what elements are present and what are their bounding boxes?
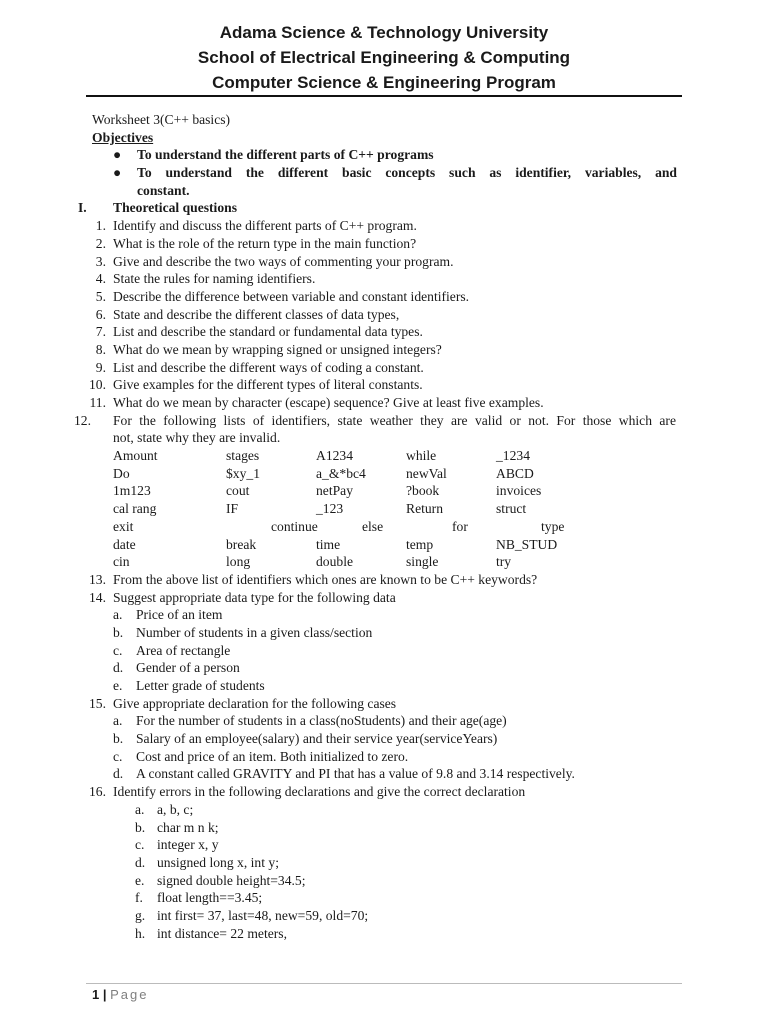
identifier-cell: break — [226, 536, 257, 552]
document-body — [0, 111, 768, 942]
identifier-row — [0, 447, 768, 465]
question-text: Suggest appropriate data type for the following data — [113, 589, 396, 605]
question-number: 4. — [95, 271, 106, 287]
section-number: I. — [78, 200, 87, 216]
sub-item-text: Number of students in a given class/section — [136, 624, 373, 640]
question-number: 3. — [95, 253, 106, 269]
sub-item — [0, 677, 768, 695]
sub-item-text: Letter grade of students — [136, 678, 265, 693]
sub-item — [0, 819, 768, 837]
identifier-cell: ?book — [406, 483, 440, 499]
question-text: What is the role of the return type in the main function? — [113, 235, 417, 251]
identifier-cell: cin — [113, 554, 130, 570]
sub-item-letter: b. — [135, 819, 146, 835]
identifier-row — [0, 553, 768, 571]
sub-item-text: Price of an item — [136, 607, 223, 623]
question-item — [0, 270, 768, 288]
sub-item — [0, 606, 768, 624]
program-name: Computer Science & Engineering Program — [212, 73, 556, 92]
sub-item-text: unsigned long x, int y; — [157, 854, 279, 870]
question-number: 13. — [89, 571, 106, 587]
sub-item — [0, 765, 768, 783]
sub-item-text: int distance= 22 meters, — [157, 925, 287, 941]
sub-item — [0, 801, 768, 819]
identifier-cell: while — [406, 448, 437, 464]
sub-item-text: Gender of a person — [136, 660, 240, 676]
sub-item-letter: e. — [113, 678, 123, 693]
question-12-continued: not, state why they are invalid. — [113, 430, 281, 446]
sub-item-letter: c. — [113, 642, 123, 658]
identifier-cell: for — [452, 518, 468, 534]
sub-item-text: a, b, c; — [157, 801, 194, 817]
identifier-cell: single — [406, 554, 439, 570]
question-number: 8. — [95, 341, 106, 357]
question-number: 16. — [89, 784, 106, 800]
question-text: Give and describe the two ways of commenting your program. — [113, 253, 454, 269]
question-15-items — [0, 712, 768, 783]
sub-item-letter: c. — [113, 748, 123, 764]
question-text: List and describe the standard or fundamental data types. — [113, 324, 423, 340]
identifier-cell: long — [226, 554, 251, 570]
sub-item-letter: h. — [135, 925, 146, 941]
sub-item-letter: e. — [135, 872, 145, 888]
question-number: 1. — [95, 218, 106, 234]
page-number: 1 — [92, 987, 100, 1002]
identifier-cell: A1234 — [316, 448, 354, 464]
sub-item-text: char m n k; — [157, 819, 219, 835]
objectives-heading: Objectives — [92, 129, 154, 145]
sub-item — [0, 872, 768, 890]
sub-item-letter: b. — [113, 624, 124, 640]
question-item — [0, 217, 768, 235]
sub-item-text: Salary of an employee(salary) and their service year(serviceYears) — [136, 731, 498, 747]
identifier-cell: struct — [496, 501, 527, 517]
sub-item-text: For the number of students in a class(noStudents) and their age(age) — [136, 713, 507, 729]
sub-item — [0, 748, 768, 766]
sub-item-letter: c. — [135, 837, 145, 853]
sub-item-text: signed double height=34.5; — [157, 872, 306, 888]
objective-text: To understand the different basic concepts such as identifier, variables, and — [137, 165, 677, 181]
question-number: 10. — [89, 377, 106, 393]
question-13 — [0, 571, 768, 589]
sub-item-text: int first= 37, last=48, new=59, old=70; — [157, 907, 369, 923]
identifier-cell: time — [316, 536, 341, 552]
identifier-table — [0, 447, 768, 571]
question-text: Describe the difference between variable and constant identifiers. — [113, 288, 470, 304]
objective-item — [0, 146, 768, 164]
worksheet-title: Worksheet 3(C++ basics) — [92, 112, 231, 127]
footer-divider — [86, 983, 682, 984]
identifier-cell: Amount — [113, 448, 158, 464]
question-item — [0, 341, 768, 359]
question-number: 6. — [95, 306, 106, 322]
question-text: What do we mean by wrapping signed or unsigned integers? — [113, 341, 442, 357]
question-number: 5. — [95, 288, 106, 304]
sub-item-text: A constant called GRAVITY and PI that has a value of 9.8 and 3.14 respectively. — [136, 766, 575, 782]
sub-item-text: Cost and price of an item. Both initialized to zero. — [136, 748, 409, 764]
header-divider — [86, 95, 682, 97]
question-item — [0, 323, 768, 341]
identifier-cell: IF — [226, 501, 239, 517]
question-number: 14. — [89, 589, 106, 605]
sub-item-letter: d. — [113, 660, 124, 676]
sub-item — [0, 889, 768, 907]
sub-item — [0, 642, 768, 660]
question-number: 15. — [89, 695, 106, 711]
question-item — [0, 376, 768, 394]
question-list — [0, 217, 768, 412]
question-text: From the above list of identifiers which ones are known to be C++ keywords? — [113, 571, 538, 587]
identifier-cell: _1234 — [496, 448, 530, 464]
sub-item-letter: b. — [113, 731, 124, 747]
question-12 — [0, 412, 768, 430]
question-text: What do we mean by character (escape) sequence? Give at least five examples. — [113, 395, 544, 410]
sub-item-letter: d. — [113, 766, 124, 782]
objective-item — [0, 164, 768, 182]
identifier-cell: type — [541, 518, 565, 534]
question-item — [0, 394, 768, 412]
sub-item-letter: g. — [135, 907, 146, 923]
question-14-items — [0, 606, 768, 694]
identifier-row — [0, 536, 768, 554]
sub-item — [0, 854, 768, 872]
document-header — [86, 20, 682, 95]
sub-item — [0, 907, 768, 925]
identifier-cell: stages — [226, 448, 260, 464]
sub-item-letter: f. — [135, 890, 143, 906]
identifier-cell: NB_STUD — [496, 536, 558, 552]
question-item — [0, 235, 768, 253]
sub-item-letter: a. — [113, 607, 123, 623]
question-item — [0, 253, 768, 271]
question-14 — [0, 589, 768, 607]
sub-item — [0, 836, 768, 854]
identifier-cell: a_&*bc4 — [316, 465, 366, 481]
identifier-cell: try — [496, 554, 512, 570]
question-text: Identify and discuss the different parts of C++ program. — [113, 218, 417, 234]
question-item — [0, 359, 768, 377]
question-item — [0, 306, 768, 324]
identifier-cell: ABCD — [496, 465, 534, 481]
identifier-cell: invoices — [496, 483, 542, 499]
sub-item-letter: a. — [135, 801, 145, 817]
bullet-icon: ● — [113, 165, 122, 181]
identifier-cell: 1m123 — [113, 483, 151, 499]
question-number: 12. — [74, 412, 91, 428]
objective-text: To understand the different parts of C++ programs — [137, 147, 434, 163]
identifier-cell: exit — [113, 518, 134, 534]
identifier-row — [0, 500, 768, 518]
identifier-row — [0, 518, 768, 536]
sub-item — [0, 712, 768, 730]
identifier-cell: Return — [406, 501, 443, 517]
identifier-cell: temp — [406, 536, 434, 552]
question-16-items — [0, 801, 768, 943]
question-number: 11. — [89, 395, 106, 410]
question-16 — [0, 783, 768, 801]
identifier-cell: _123 — [316, 501, 344, 517]
identifier-row — [0, 482, 768, 500]
sub-item-text: float length==3.45; — [157, 890, 263, 906]
school-name: School of Electrical Engineering & Computing — [197, 48, 571, 67]
section-heading — [0, 199, 768, 217]
bullet-icon: ● — [113, 147, 122, 163]
section-title: Theoretical questions — [113, 200, 237, 216]
question-text: State and describe the different classes of data types, — [113, 306, 400, 322]
identifier-cell: double — [316, 554, 353, 570]
question-text: List and describe the different ways of coding a constant. — [113, 359, 424, 375]
objective-text-continued: constant. — [137, 182, 190, 198]
identifier-cell: date — [113, 536, 136, 552]
sub-item-text: Area of rectangle — [136, 642, 231, 658]
identifier-row — [0, 465, 768, 483]
identifier-cell: newVal — [406, 465, 447, 481]
sub-item-letter: a. — [113, 713, 123, 729]
identifier-cell: cout — [226, 483, 250, 499]
identifier-cell: Do — [113, 465, 130, 481]
question-number: 2. — [95, 235, 106, 251]
question-number: 9. — [95, 359, 106, 375]
footer-separator: | — [102, 987, 107, 1002]
question-text: For the following lists of identifiers, state weather they are valid or not. For those which are — [113, 412, 676, 428]
identifier-cell: netPay — [316, 483, 353, 499]
question-text: Give examples for the different types of literal constants. — [113, 377, 423, 393]
question-text: Give appropriate declaration for the following cases — [113, 695, 397, 711]
sub-item — [0, 925, 768, 943]
question-item — [0, 288, 768, 306]
identifier-cell: else — [362, 518, 384, 534]
university-name: Adama Science & Technology University — [219, 23, 549, 42]
sub-item — [0, 659, 768, 677]
question-15 — [0, 695, 768, 713]
question-text: Identify errors in the following declarations and give the correct declaration — [113, 784, 526, 800]
identifier-cell: $xy_1 — [226, 465, 260, 481]
question-text: State the rules for naming identifiers. — [113, 271, 316, 287]
sub-item-letter: d. — [135, 854, 146, 870]
question-number: 7. — [95, 324, 106, 340]
identifier-cell: cal rang — [113, 501, 157, 517]
sub-item-text: integer x, y — [157, 837, 219, 853]
sub-item — [0, 624, 768, 642]
sub-item — [0, 730, 768, 748]
page-label: Page — [110, 987, 149, 1002]
page-footer — [92, 987, 149, 1002]
identifier-cell: continue — [271, 518, 318, 534]
